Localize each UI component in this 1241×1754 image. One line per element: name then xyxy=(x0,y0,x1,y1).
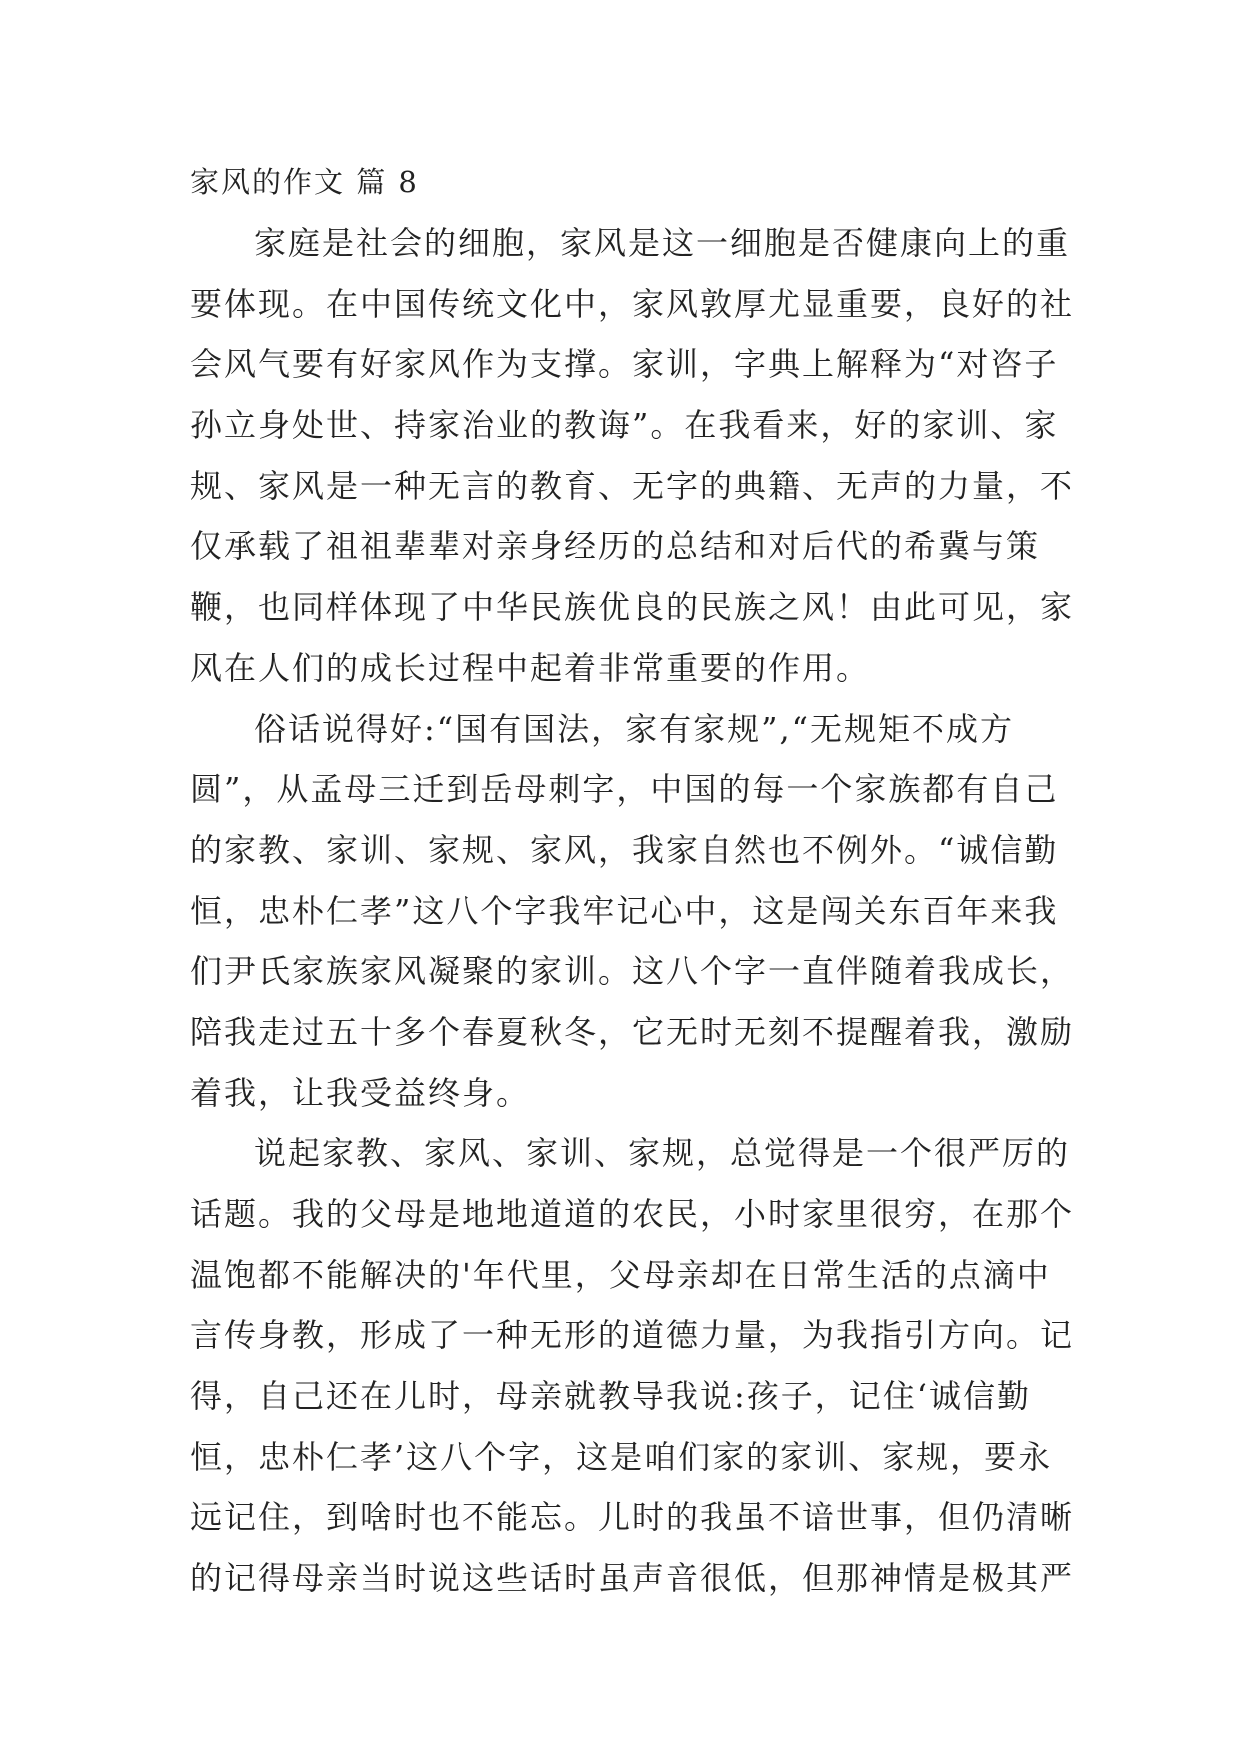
text-line: 鞭，也同样体现了中华民族优良的民族之风！由此可见，家 xyxy=(190,588,1075,627)
text-line: 温饱都不能解决的'年代里，父母亲却在日常生活的点滴中 xyxy=(190,1255,1051,1294)
text-line: 陪我走过五十多个春夏秋冬，它无时无刻不提醒着我，激励 xyxy=(190,1012,1075,1051)
text-line: 的记得母亲当时说这些话时虽声音很低，但那神情是极其严 xyxy=(190,1559,1075,1598)
text-line: 孙立身处世、持家治业的教诲”。在我看来，好的家训、家 xyxy=(190,406,1059,445)
text-line: 家庭是社会的细胞，家风是这一细胞是否健康向上的重 xyxy=(254,224,1071,262)
text-line: 恒，忠朴仁孝’这八个字，这是咱们家的家训、家规，要永 xyxy=(190,1437,1053,1476)
text-line: 恒，忠朴仁孝”这八个字我牢记心中，这是闯关东百年来我 xyxy=(190,891,1059,930)
text-line: 言传身教，形成了一种无形的道德力量，为我指引方向。记 xyxy=(190,1316,1075,1355)
text-line: 规、家风是一种无言的教育、无字的典籍、无声的力量，不 xyxy=(190,466,1075,505)
essay-title: 家风的作文 篇 8 xyxy=(190,165,419,199)
text-line: 说起家教、家风、家训、家规，总觉得是一个很严厉的 xyxy=(254,1134,1071,1173)
text-line: 要体现。在中国传统文化中，家风敦厚尤显重要，良好的社 xyxy=(190,284,1075,323)
text-line: 圆”，从孟母三迁到岳母刺字，中国的每一个家族都有自己 xyxy=(190,770,1059,809)
essay-body xyxy=(190,163,1075,1609)
text-line: 的家教、家训、家规、家风，我家自然也不例外。“诚信勤 xyxy=(190,830,1059,869)
text-line: 们尹氏家族家风凝聚的家训。这八个字一直伴随着我成长， xyxy=(190,952,1075,991)
text-line: 着我，让我受益终身。 xyxy=(190,1073,531,1112)
text-line: 俗话说得好:“国有国法，家有家规”,“无规矩不成方 xyxy=(254,709,1015,748)
text-line: 远记住，到啥时也不能忘。儿时的我虽不谙世事，但仍清晰 xyxy=(190,1498,1075,1537)
essay-lines xyxy=(190,213,1075,1609)
text-line: 话题。我的父母是地地道道的农民，小时家里很穷，在那个 xyxy=(190,1195,1075,1233)
text-line: 仅承载了祖祖辈辈对亲身经历的总结和对后代的希冀与策 xyxy=(190,527,1041,566)
text-line: 会风气要有好家风作为支撑。家训，字典上解释为“对咨子 xyxy=(190,345,1059,384)
text-line: 得，自己还在儿时，母亲就教导我说:孩子，记住‘诚信勤 xyxy=(190,1377,1031,1416)
text-line: 风在人们的成长过程中起着非常重要的作用。 xyxy=(190,648,871,687)
